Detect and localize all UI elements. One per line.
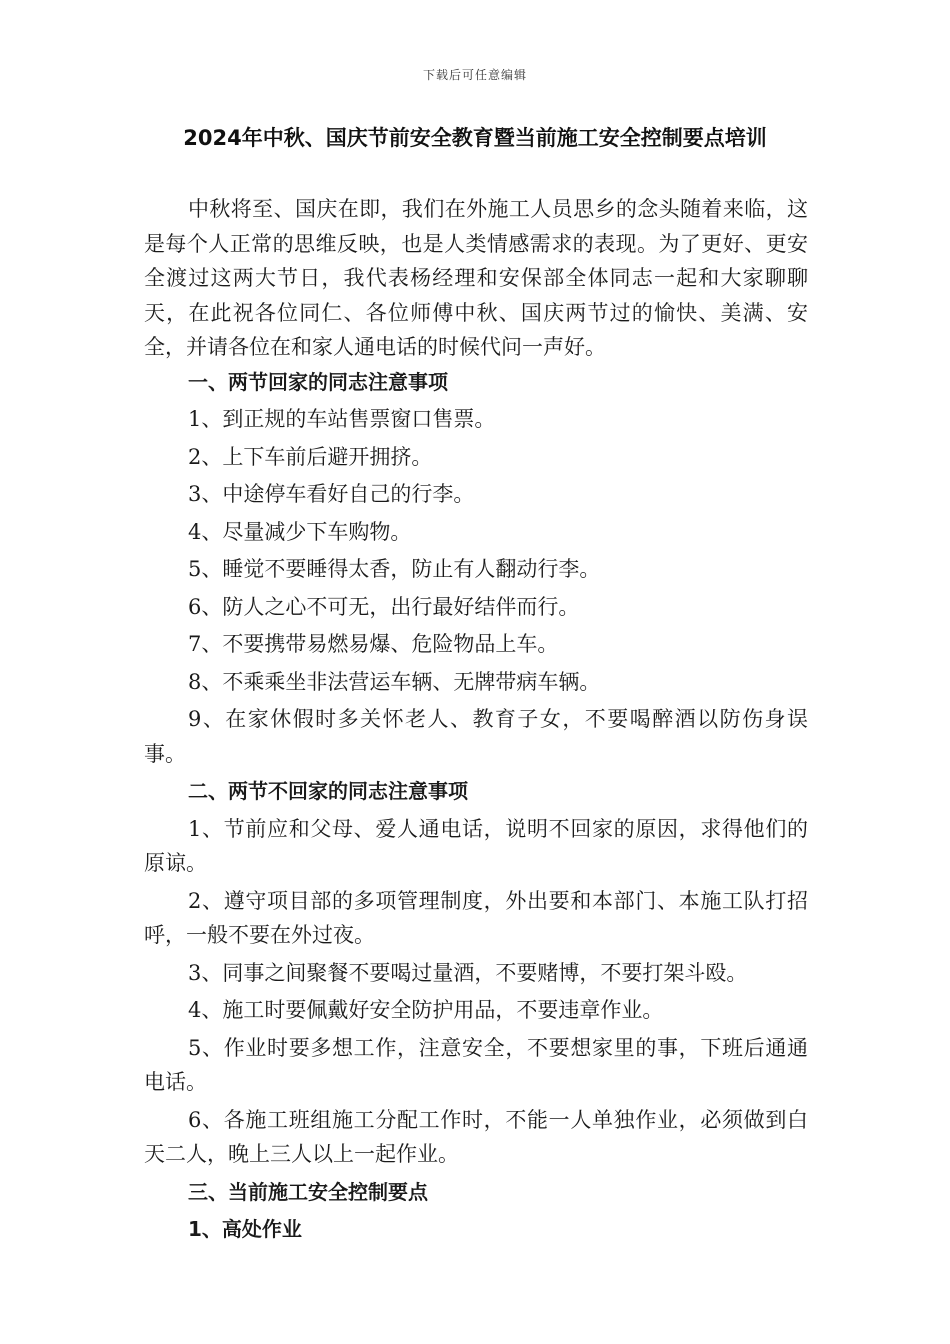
- list-item: 5、睡觉不要睡得太香，防止有人翻动行李。: [188, 557, 601, 581]
- list-item: 6、各施工班组施工分配工作时，不能一人单独作业，必须做到白天二人，晚上三人以上一起作业。: [144, 1107, 808, 1166]
- document-body: [144, 192, 808, 1250]
- intro-paragraph: 中秋将至、国庆在即，我们在外施工人员思乡的念头随着来临，这是每个人正常的思维反映，也是人类情感需求的表现。为了更好、更安全渡过这两大节日，我代表杨经理和安保部全体同志一起和大家聊聊天，在此祝各位同仁、各位师傅中秋、国庆两节过的愉快、美满、安全，并请各位在和家人通电话的时候代问一声好。: [144, 197, 808, 359]
- list-item: 2、遵守项目部的多项管理制度，外出要和本部门、本施工队打招呼，一般不要在外过夜。: [144, 888, 808, 947]
- list-item: 3、同事之间聚餐不要喝过量酒，不要赌博，不要打架斗殴。: [188, 960, 748, 985]
- section-heading-safety-control: 三、当前施工安全控制要点: [188, 1179, 428, 1204]
- section-heading-staying: 二、两节不回家的同志注意事项: [188, 779, 468, 803]
- list-item: 5、作业时要多想工作，注意安全，不要想家里的事，下班后通通电话。: [144, 1035, 808, 1094]
- list-item: 8、不乘乘坐非法营运车辆、无牌带病车辆。: [188, 669, 601, 694]
- list-item: 3、中途停车看好自己的行李。: [188, 482, 475, 506]
- document-title: 2024年中秋、国庆节前安全教育暨当前施工安全控制要点培训: [183, 126, 767, 150]
- list-item: 4、施工时要佩戴好安全防护用品，不要违章作业。: [188, 998, 664, 1022]
- list-item: 6、防人之心不可无，出行最好结伴而行。: [188, 594, 580, 619]
- download-note: 下载后可任意编辑: [422, 68, 527, 82]
- list-item: 2、上下车前后避开拥挤。: [188, 444, 433, 469]
- list-item: 4、尽量减少下车购物。: [188, 519, 412, 544]
- section-heading-going-home: 一、两节回家的同志注意事项: [188, 369, 448, 394]
- list-item: 1、到正规的车站售票窗口售票。: [188, 407, 496, 431]
- list-item: 7、不要携带易燃易爆、危险物品上车。: [188, 632, 559, 656]
- list-item: 9、在家休假时多关怀老人、教育子女，不要喝醉酒以防伤身误事。: [144, 707, 808, 766]
- subsection-heading-work-at-height: 1、高处作业: [188, 1217, 302, 1241]
- list-item: 1、节前应和父母、爱人通电话，说明不回家的原因，求得他们的原谅。: [144, 816, 808, 875]
